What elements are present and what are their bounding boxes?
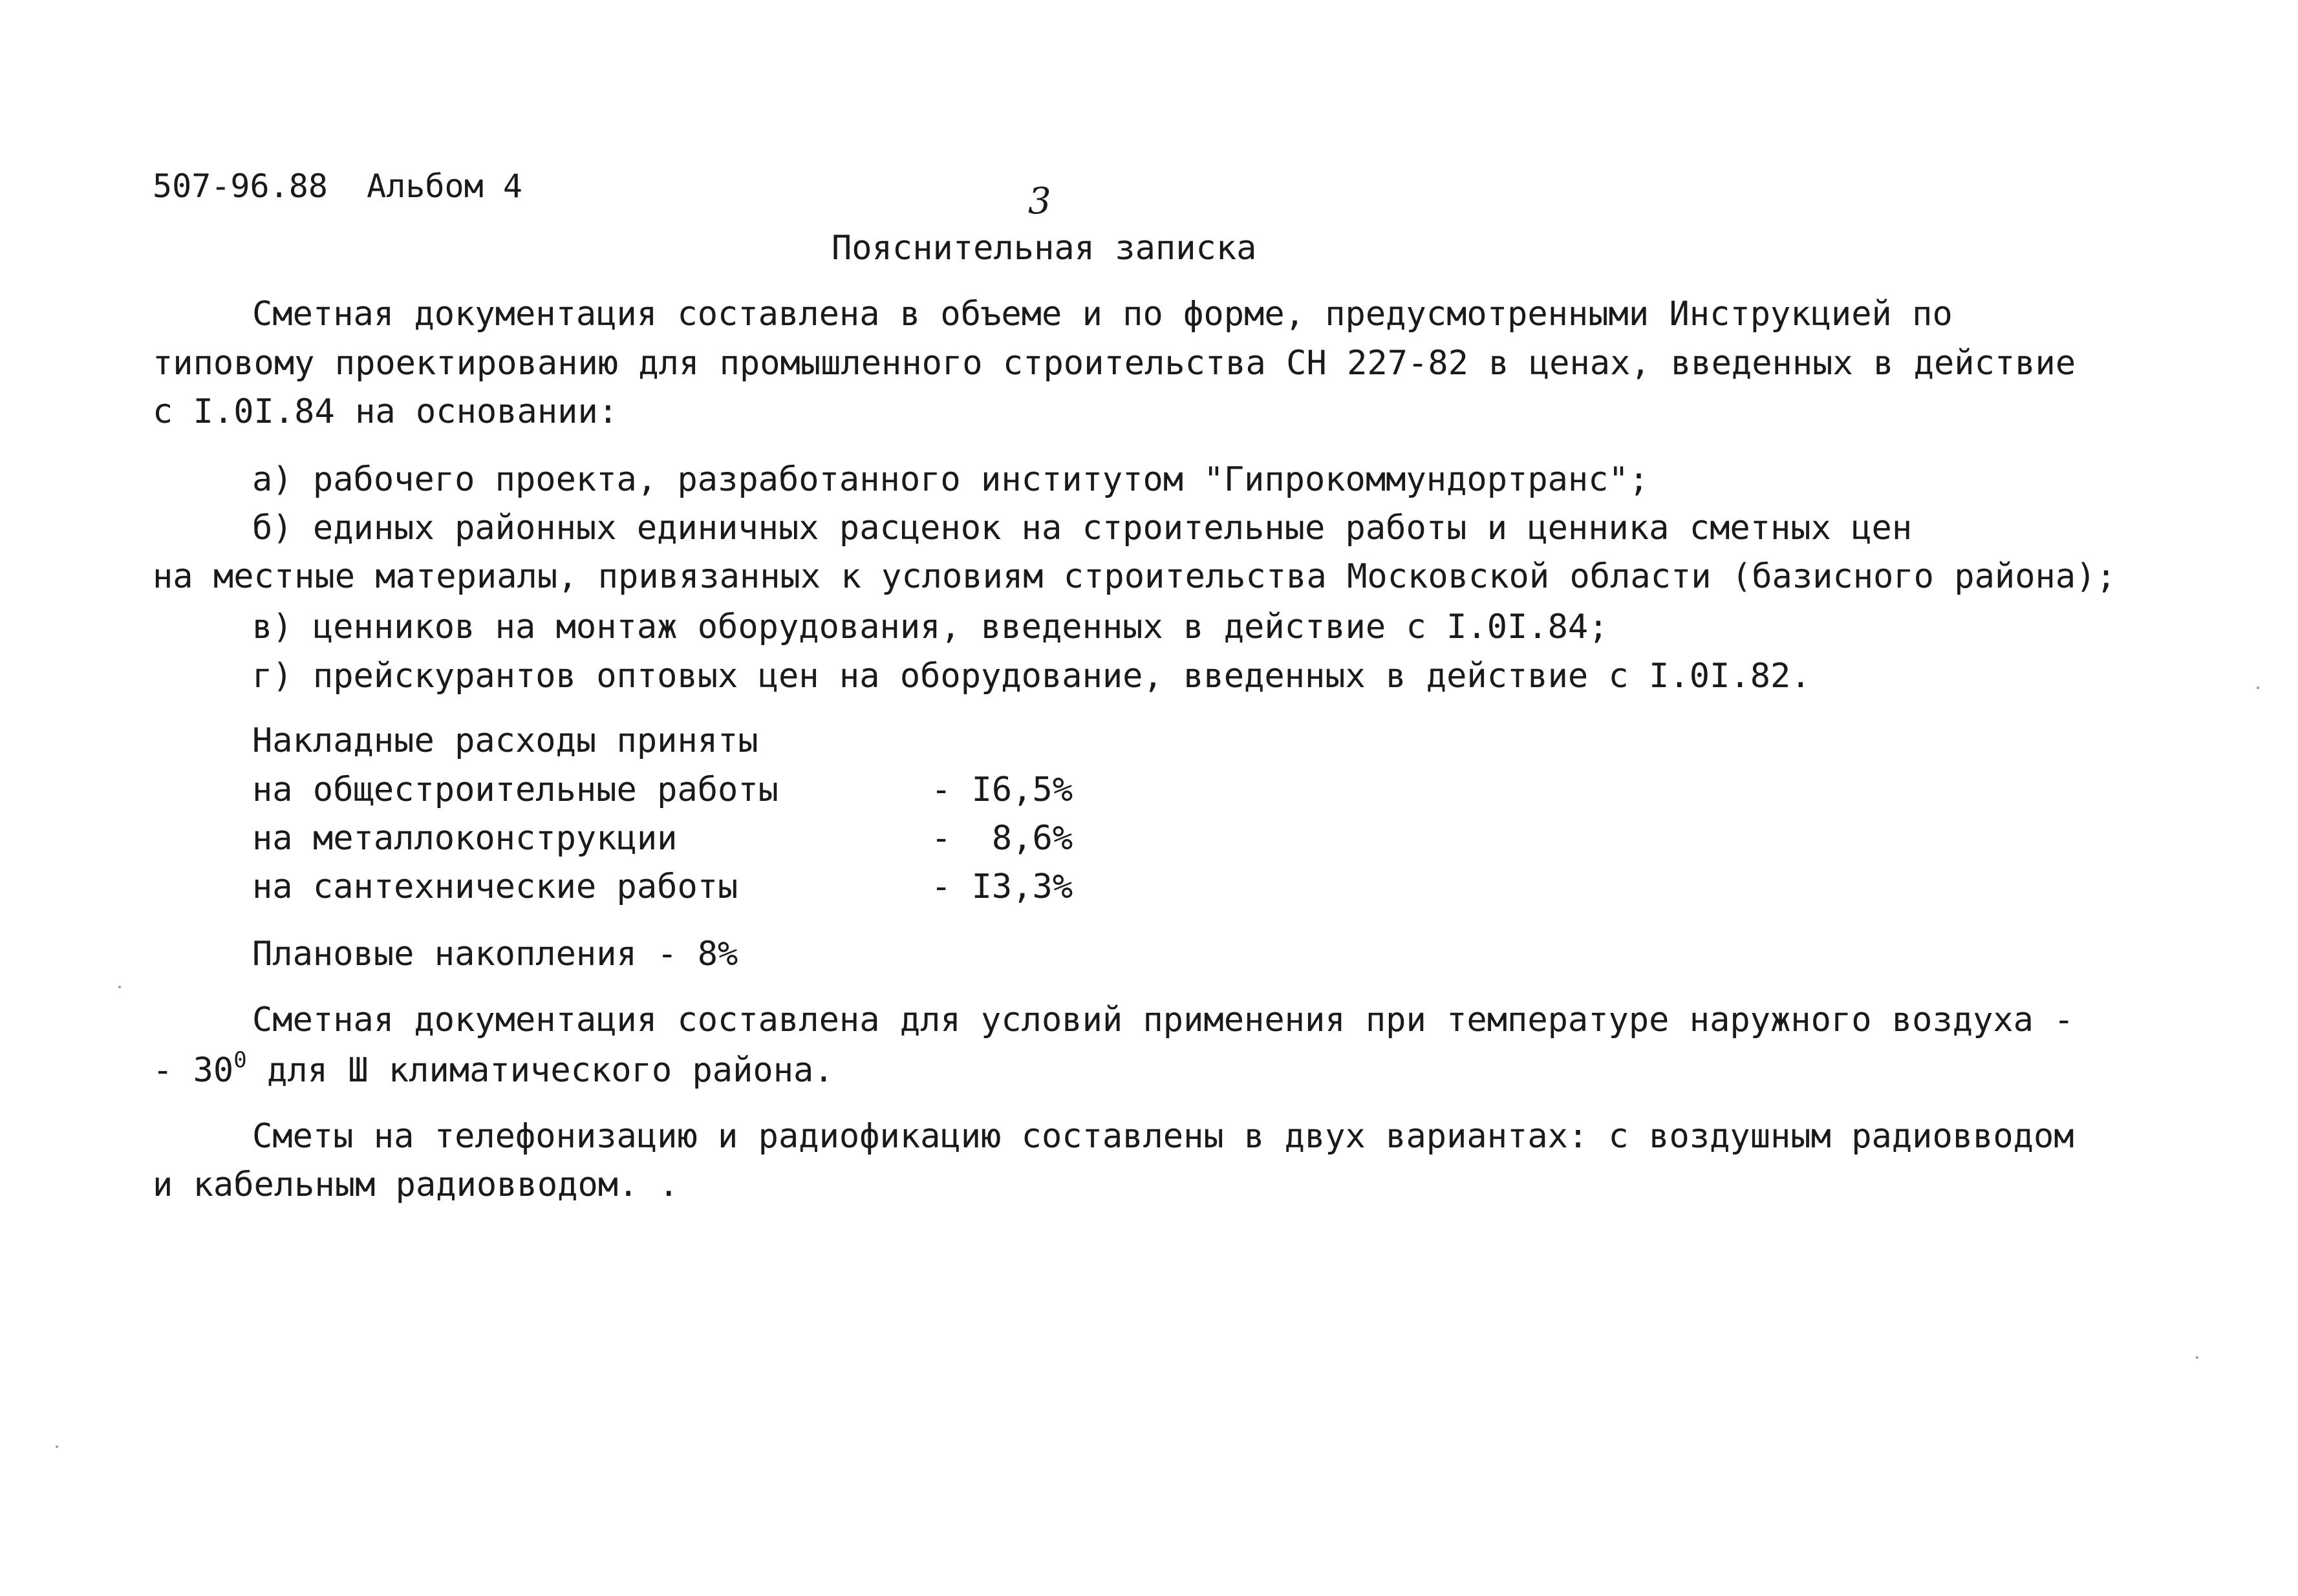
basis-item-g: г) прейскурантов оптовых цен на оборудование, введенных в действие с I.0I.82.	[252, 657, 1811, 696]
basis-item-b-continued: на местные материалы, привязанных к условиям строительства Московской области (базисного района);	[153, 557, 2116, 596]
document-code: 507-96.88 Альбом 4	[153, 167, 522, 205]
intro-line-3: с I.0I.84 на основании:	[153, 392, 619, 431]
scan-speck	[2257, 686, 2259, 689]
scan-speck	[56, 1445, 58, 1448]
climate-line-2	[153, 1047, 834, 1090]
overhead-value-general: - I6,5%	[931, 771, 1073, 809]
overhead-value-metal: - 8,6%	[931, 819, 1073, 858]
overhead-heading: Накладные расходы приняты	[252, 721, 758, 760]
overhead-label-general: на общестроительные работы	[252, 771, 779, 809]
overhead-value-sanitary: - I3,3%	[931, 867, 1073, 906]
degree-sign: 0	[233, 1047, 247, 1073]
page-title: Пояснительная записка	[832, 229, 1257, 268]
overhead-label-metal: на металлоконструкции	[252, 819, 678, 858]
climate-line-1: Сметная документация составлена для условий применения при температуре наружного воздуха -	[252, 1001, 2074, 1039]
planned-savings: Плановые накопления - 8%	[252, 935, 738, 974]
scan-speck	[2196, 1356, 2198, 1359]
intro-line-1: Сметная документация составлена в объеме и по форме, предусмотренными Инструкцией по	[252, 295, 1953, 334]
basis-item-v: в) ценников на монтаж оборудования, введенных в действие с I.0I.84;	[252, 608, 1609, 646]
telephony-line-1: Сметы на телефонизацию и радиофикацию составлены в двух вариантах: с воздушным радиовводом	[252, 1117, 2074, 1156]
basis-item-a: а) рабочего проекта, разработанного институтом "Гипрокоммундортранс";	[252, 460, 1649, 499]
climate-region: для Ш климатического района.	[246, 1051, 834, 1090]
basis-item-b: б) единых районных единичных расценок на строительные работы и ценника сметных цен	[252, 509, 1913, 548]
overhead-label-sanitary: на сантехнические работы	[252, 867, 738, 906]
scan-speck	[118, 986, 121, 988]
climate-temperature: - 30	[153, 1051, 234, 1090]
telephony-line-2: и кабельным радиовводом. .	[153, 1165, 679, 1204]
page-number: 3	[1028, 180, 1051, 222]
intro-line-2: типовому проектированию для промышленного строительства СН 227-82 в ценах, введенных в действие	[153, 344, 2076, 383]
